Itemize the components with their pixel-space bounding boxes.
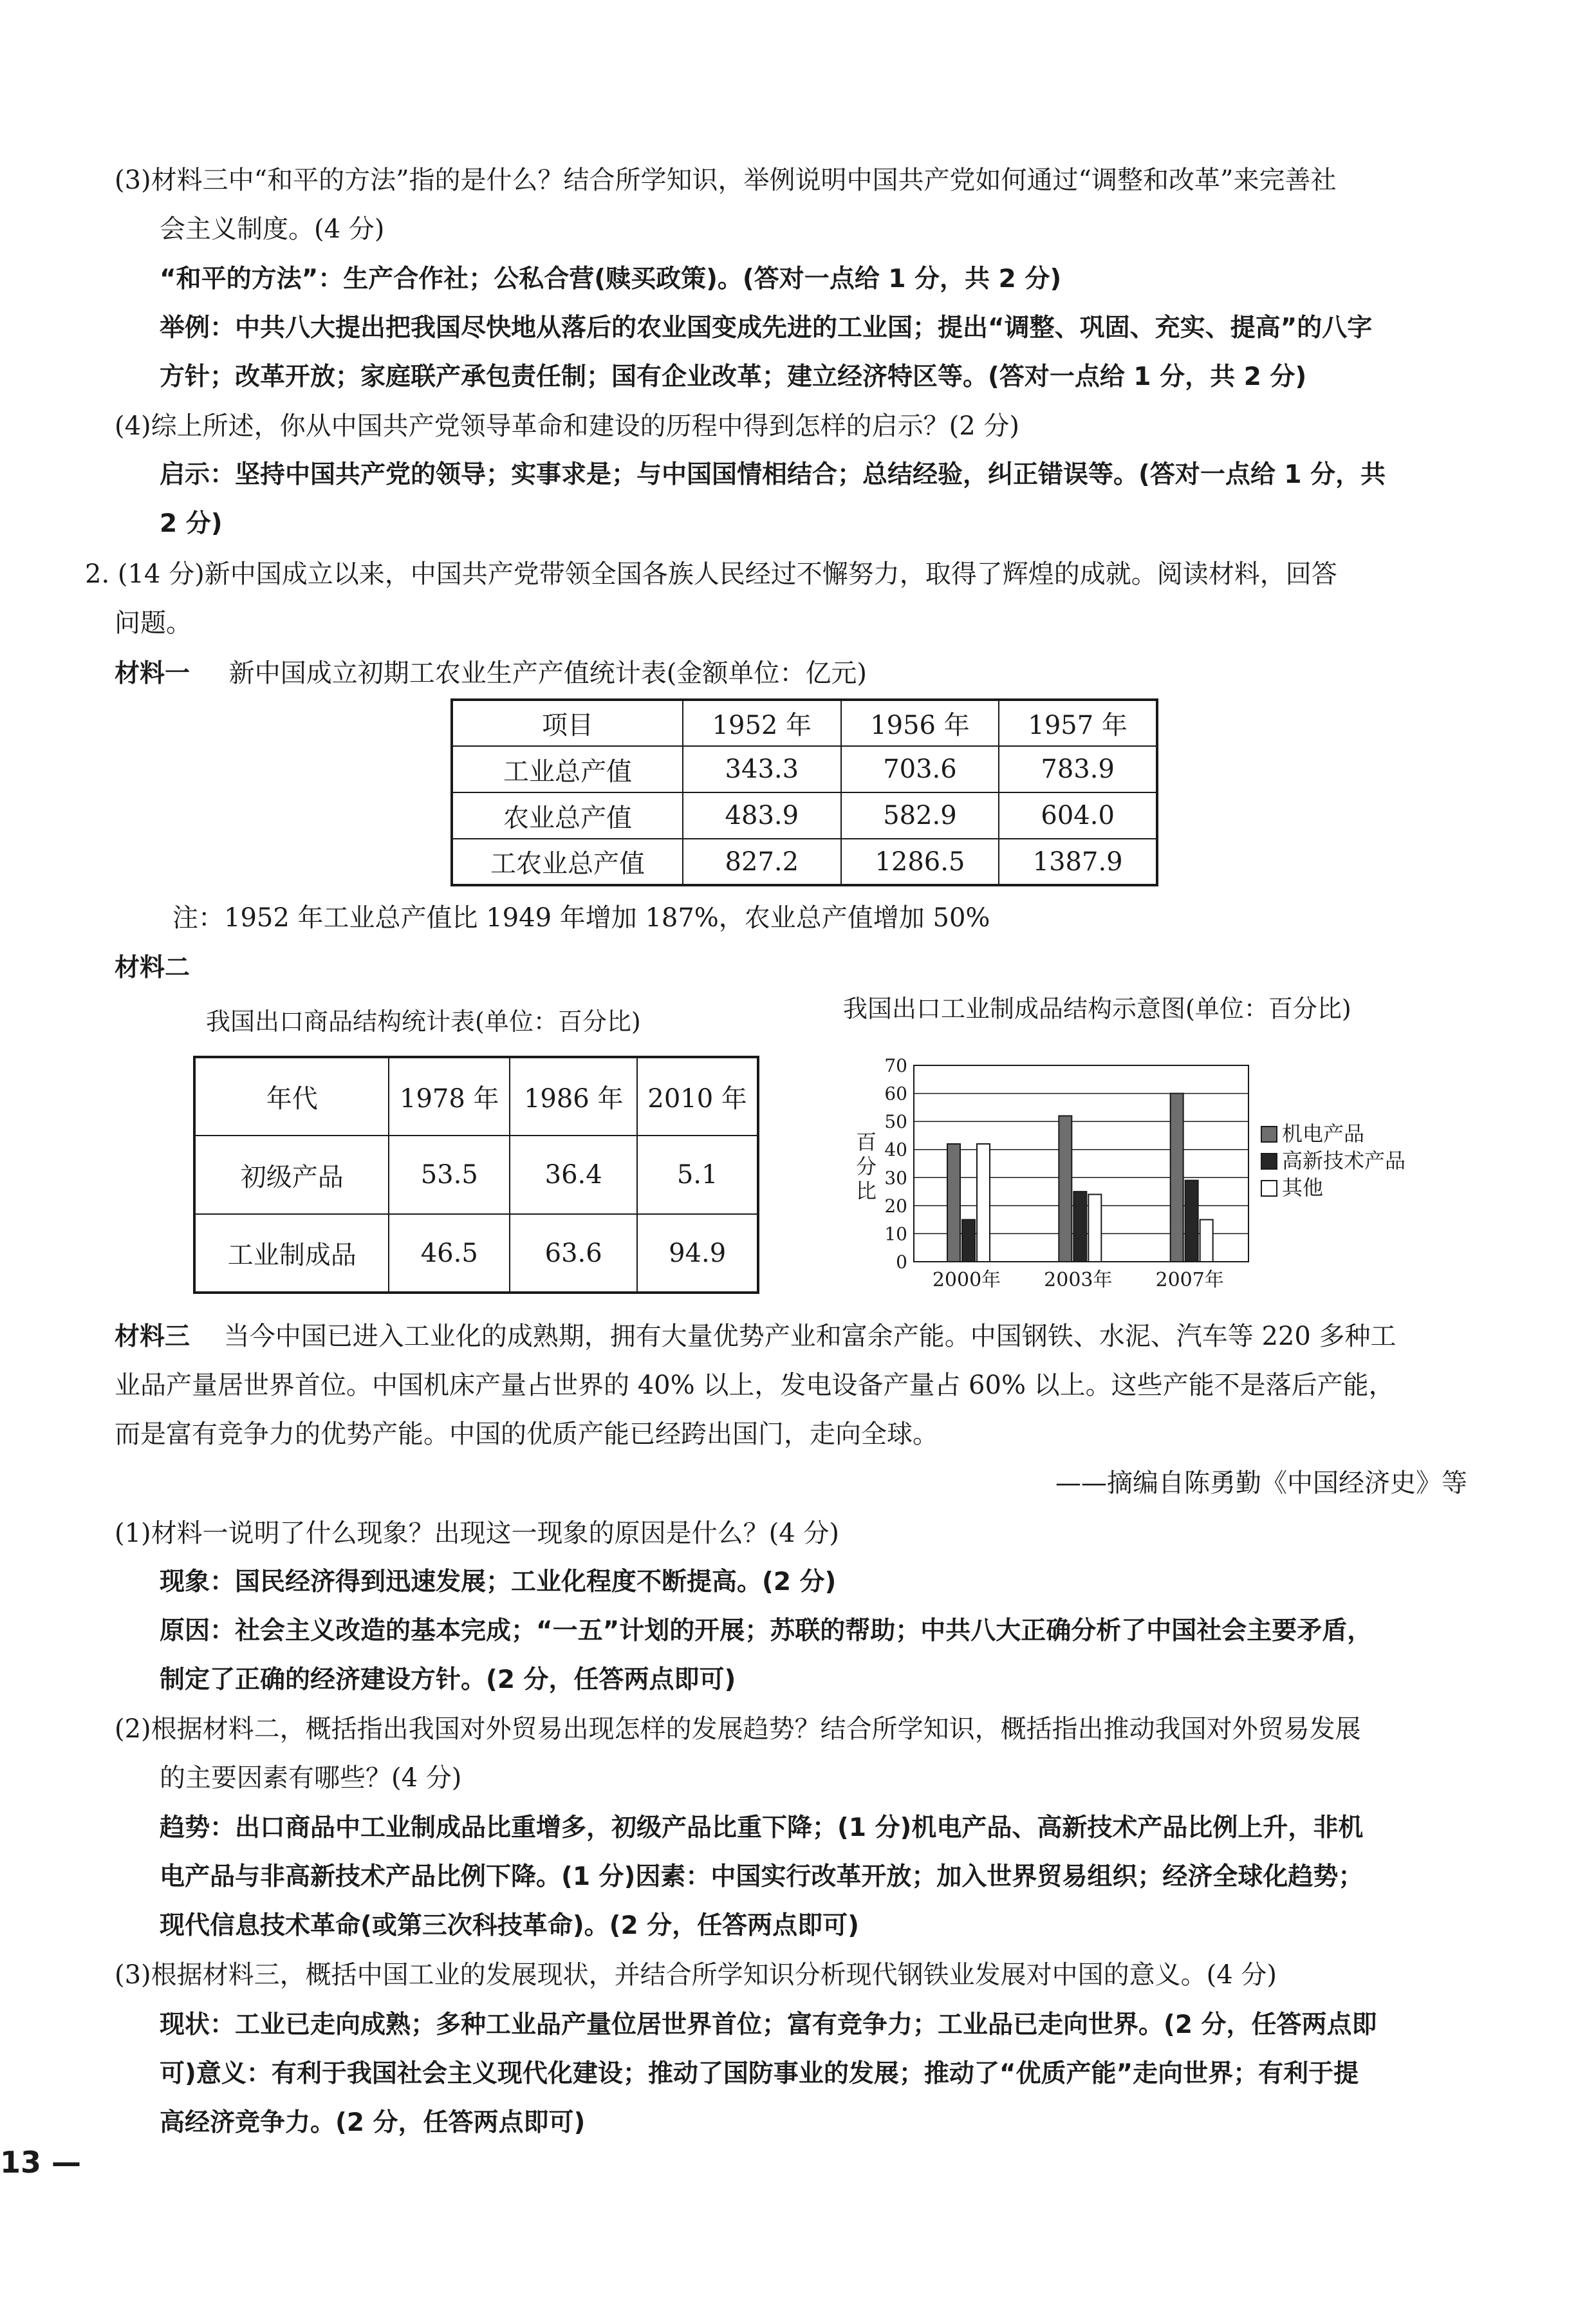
material1-header-row [452, 700, 1157, 746]
q3-prompt-line-1: (3)材料三中“和平的方法”指的是什么？结合所学知识，举例说明中国共产党如何通过“调整和改革”来完善社 [115, 165, 1337, 195]
legend-label: 高新技术产品 [1282, 1148, 1406, 1173]
y-tick-label: 40 [884, 1139, 907, 1161]
table-row [452, 746, 1157, 792]
legend-label: 机电产品 [1282, 1121, 1365, 1146]
sub2-answer-line-3: 现代信息技术革命(或第三次科技革命)。(2 分，任答两点即可) [160, 1911, 860, 1940]
table-cell: 工业总产值 [452, 746, 683, 792]
y-tick-label: 70 [884, 1055, 907, 1076]
table-cell: 初级产品 [194, 1136, 389, 1214]
material1-header-cell: 1957 年 [999, 700, 1157, 746]
table-cell: 5.1 [637, 1136, 758, 1214]
table-cell: 工农业总产值 [452, 839, 683, 885]
table-row [194, 1214, 758, 1293]
bar [1073, 1192, 1086, 1262]
material2-header-cell: 1978 年 [389, 1057, 510, 1136]
table-cell: 1387.9 [999, 839, 1157, 885]
sub3-answer-line-3: 高经济竞争力。(2 分，任答两点即可) [160, 2108, 586, 2137]
export-structure-chart [830, 991, 1499, 1313]
x-tick-label: 2007年 [1155, 1269, 1224, 1291]
chart-body [884, 1055, 1248, 1291]
q4-prompt-line-1: (4)综上所述，你从中国共产党领导革命和建设的历程中得到怎样的启示？(2 分) [115, 411, 1020, 441]
q3-answer-line-3: 方针；改革开放；家庭联产承包责任制；国有企业改革；建立经济特区等。(答对一点给 1 分，共 2 分) [160, 362, 1307, 391]
sub3-answer-line-2: 可)意义：有利于我国社会主义现代化建设；推动了国防事业的发展；推动了“优质产能”走向世界；有利于提 [160, 2059, 1359, 2088]
table-cell: 94.9 [637, 1214, 758, 1293]
material1-note: 注：1952 年工业总产值比 1949 年增加 187%，农业总产值增加 50% [172, 903, 990, 933]
page-number: 13 — [0, 2145, 82, 2180]
table-cell: 农业总产值 [452, 792, 683, 839]
q2-intro-line-2: 问题。 [115, 608, 192, 638]
chart-ylabel [856, 1130, 877, 1203]
table-cell: 工业制成品 [194, 1214, 389, 1293]
y-tick-label: 0 [896, 1251, 907, 1273]
bar [1185, 1181, 1198, 1262]
bar [977, 1144, 990, 1262]
bar [1171, 1094, 1183, 1262]
table-cell: 703.6 [841, 746, 999, 792]
material3-line-1: 当今中国已进入工业化的成熟期，拥有大量优势产业和富余产能。中国钢铁、水泥、汽车等 220 多种工 [223, 1322, 1396, 1351]
material3-line-3: 而是富有竞争力的优势产能。中国的优质产能已经跨出国门，走向全球。 [115, 1419, 938, 1449]
material2-header-cell: 2010 年 [637, 1057, 758, 1136]
legend-swatch [1261, 1154, 1277, 1169]
y-axis-label-char: 百 [856, 1130, 877, 1154]
y-tick-label: 30 [884, 1167, 907, 1189]
sub2-prompt-line-2: 的主要因素有哪些？(4 分) [160, 1763, 462, 1793]
material2-label: 材料二 [115, 953, 190, 982]
material3-label: 材料三 [115, 1322, 190, 1351]
table-row [452, 792, 1157, 839]
bar [1088, 1194, 1101, 1262]
material2-header-cell: 1986 年 [510, 1057, 637, 1136]
material1-title-row [115, 654, 867, 693]
table-row [452, 839, 1157, 885]
sub1-answer-line-3: 制定了正确的经济建设方针。(2 分，任答两点即可) [160, 1665, 736, 1694]
q2-intro-line-1: 2. (14 分)新中国成立以来，中国共产党带领全国各族人民经过不懈努力，取得了辉煌的成就。阅读材料，回答 [85, 559, 1337, 589]
y-tick-label: 10 [884, 1223, 907, 1245]
legend-swatch [1261, 1127, 1277, 1142]
x-tick-label: 2000年 [932, 1269, 1001, 1291]
chart-legend [1261, 1121, 1406, 1200]
y-tick-label: 60 [884, 1083, 907, 1105]
legend-label: 其他 [1282, 1175, 1324, 1200]
table-cell: 582.9 [841, 792, 999, 839]
sub3-prompt: (3)根据材料三，概括中国工业的发展现状，并结合所学知识分析现代钢铁业发展对中国的意义。(4 分) [115, 1960, 1277, 1990]
material1-label: 材料一 [115, 659, 190, 688]
table-cell: 36.4 [510, 1136, 637, 1214]
material3-line-1-row [115, 1317, 1396, 1356]
table-cell: 63.6 [510, 1214, 637, 1293]
material2-header-row [194, 1057, 758, 1136]
y-tick-label: 50 [884, 1111, 907, 1133]
y-axis-label-char: 分 [856, 1154, 877, 1179]
bar [1200, 1220, 1213, 1262]
material2-table-title: 我国出口商品结构统计表(单位：百分比) [206, 1007, 641, 1036]
table-cell: 343.3 [683, 746, 841, 792]
material1-header-cell: 项目 [452, 700, 683, 746]
table-cell: 604.0 [999, 792, 1157, 839]
material3-line-2: 业品产量居世界首位。中国机床产量占世界的 40% 以上，发电设备产量占 60% 以上。这些产能不是落后产能， [115, 1371, 1395, 1400]
table-cell: 53.5 [389, 1136, 510, 1214]
table-cell: 1286.5 [841, 839, 999, 885]
sub1-answer-line-1: 现象：国民经济得到迅速发展；工业化程度不断提高。(2 分) [160, 1567, 837, 1596]
table-row [194, 1136, 758, 1214]
material1-title: 新中国成立初期工农业生产产值统计表(金额单位：亿元) [228, 659, 867, 688]
sub1-prompt: (1)材料一说明了什么现象？出现这一现象的原因是什么？(4 分) [115, 1519, 840, 1548]
material2-header-cell: 年代 [194, 1057, 389, 1136]
q3-prompt-line-2: 会主义制度。(4 分) [160, 214, 385, 244]
table-cell: 46.5 [389, 1214, 510, 1293]
sub2-prompt-line-1: (2)根据材料二，概括指出我国对外贸易出现怎样的发展趋势？结合所学知识，概括指出推动我国对外贸易发展 [115, 1714, 1361, 1744]
sub2-answer-line-2: 电产品与非高新技术产品比例下降。(1 分)因素：中国实行改革开放；加入世界贸易组织；经济全球化趋势； [160, 1862, 1364, 1891]
x-tick-label: 2003年 [1044, 1269, 1113, 1291]
q3-answer-line-1: “和平的方法”：生产合作社；公私合营(赎买政策)。(答对一点给 1 分，共 2 分) [160, 265, 1062, 294]
q4-answer-line-1: 启示：坚持中国共产党的领导；实事求是；与中国国情相结合；总结经验，纠正错误等。(答对一点给 1 分，共 [160, 460, 1386, 489]
material2-table [193, 1056, 759, 1294]
sub1-answer-line-2: 原因：社会主义改造的基本完成；“一五”计划的开展；苏联的帮助；中共八大正确分析了中国社会主要矛盾， [160, 1616, 1373, 1645]
bar [947, 1144, 960, 1262]
chart-title: 我国出口工业制成品结构示意图(单位：百分比) [843, 995, 1351, 1023]
bar [962, 1220, 975, 1262]
legend-swatch [1261, 1181, 1277, 1196]
material1-table [450, 698, 1158, 886]
sub2-answer-line-1: 趋势：出口商品中工业制成品比重增多，初级产品比重下降；(1 分)机电产品、高新技术产品比例上升，非机 [160, 1813, 1364, 1842]
table-cell: 483.9 [683, 792, 841, 839]
table-cell: 827.2 [683, 839, 841, 885]
bar [1059, 1116, 1072, 1262]
y-axis-label-char: 比 [856, 1179, 877, 1203]
q3-answer-line-2: 举例：中共八大提出把我国尽快地从落后的农业国变成先进的工业国；提出“调整、巩固、充实、提高”的八字 [160, 313, 1373, 342]
material1-header-cell: 1956 年 [841, 700, 999, 746]
y-tick-label: 20 [884, 1195, 907, 1217]
sub3-answer-line-1: 现状：工业已走向成熟；多种工业品产量位居世界首位；富有竞争力；工业品已走向世界。(2 分，任答两点即 [160, 2010, 1377, 2039]
q4-answer-line-2: 2 分) [160, 509, 223, 538]
material1-header-cell: 1952 年 [683, 700, 841, 746]
table-cell: 783.9 [999, 746, 1157, 792]
material3-source: ——摘编自陈勇勤《中国经济史》等 [1055, 1468, 1467, 1498]
